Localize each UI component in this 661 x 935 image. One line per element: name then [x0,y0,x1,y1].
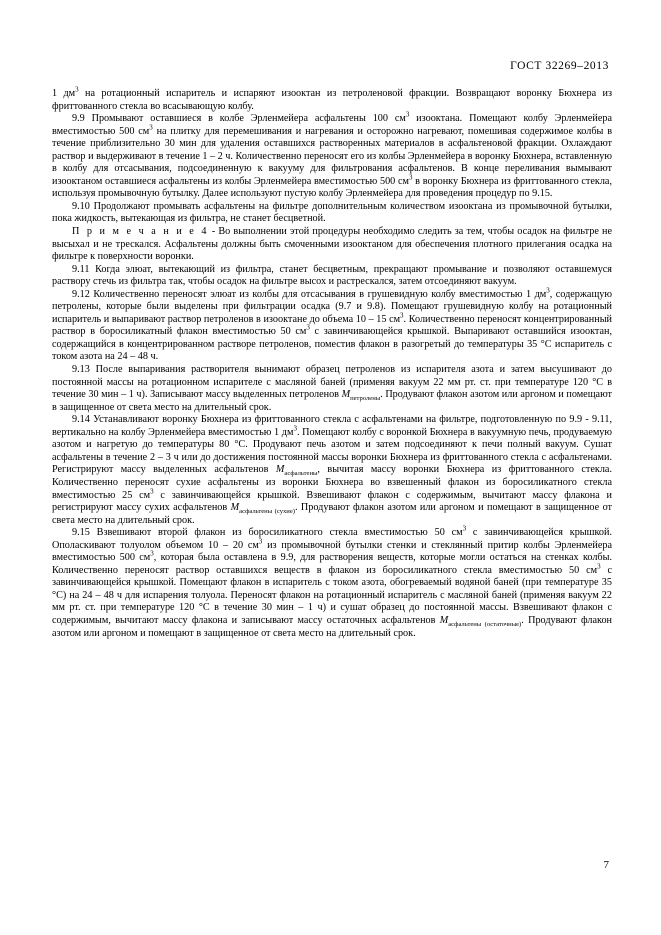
paragraph-9-13: 9.13 После выпаривания растворителя вынимают образец петроленов из испарителя азота и затем высушивают до постоянной массы на ротационном испарителе с масляной баней (применяя вакуум 22 мм рт. ст. при температуре 120 °С в течение 30 мин – 1 ч). Записывают массу выделенных петроленов $M_{петролены}$. Продувают флакон азотом или аргоном и помещают в защищенное от света место на длительный срок. [52,364,612,413]
document-body [52,85,613,640]
note-4: П р и м е ч а н и е 4 - Во выполнении этой процедуры необходимо следить за тем, чтобы осадок на фильтре не высыхал и не трескался. Асфальтены должны быть смоченными изооктаном для обеспечения плотного прилегания осадка на фильтре к поверхности воронки. [52,226,612,263]
paragraph-9-10: 9.10 Продолжают промывать асфальтены на фильтре дополнительным количеством изооктана из промывочной бутылки, пока жидкость, вытекающая из фильтра, не станет бесцветной. [52,200,612,225]
page-number: 7 [603,859,609,871]
paragraph-9-11: 9.11 Когда элюат, вытекающий из фильтра, станет бесцветным, прекращают промывание и позволяют оставшемуся раствору стечь из фильтра так, чтобы осадок на фильтре высох и растрескался, затем отсоединяют вакуум. [52,263,612,288]
paragraph-9-9: 9.9 Промывают оставшиеся в колбе Эрленмейера асфальтены 100 $см^3$ изооктана. Помещают колбу Эрленмейера вместимостью 500 $см^3$ на плитку для перемешивания и нагревания и осторожно нагревают, помешивая содержимое колбы в течение приблизительно 30 мин для удаления оставшихся растворенных материалов в асфальтеновой фракции. Охлаждают раствор и выдерживают в течение 1 – 2 ч. Количественно переносят его из колбы Эрленмейера в воронку Бюхнера, вставленную в колбу для отсасывания, подсоединенную к вакууму для фильтрования асфальтенов. В конце переливания вымывают изооктаном оставшиеся асфальтены из колбы Эрленмейера вместимостью 500 $см^3$ в воронку Бюхнера из фриттованного стекла, используя промывочную бутылку. Далее используют пустую колбу Эрленмейера для проведения процедур по 9.15. [52,110,613,200]
paragraph-9-14: 9.14 Устанавливают воронку Бюхнера из фриттованного стекла с асфальтенами на фильтре, подготовленную по 9.9 - 9.11, вертикально на колбу Эрленмейера вместимостью 1 $дм^3$. Помещают колбу с воронкой Бюхнера в вакуумную печь, продуваемую азотом и нагретую до температуры 80 °С. Продувают печь азотом и затем подсоединяют к печи полный вакуум. Сушат асфальтены в течение 2 – 3 ч или до достижения постоянной массы воронки Бюхнера из фриттованного стекла с асфальтенами. Регистрируют массу выделенных асфальтенов $M_{асфальтены}$, вычитая массу воронки Бюхнера из фриттованного стекла. Количественно переносят сухие асфальтены из воронки Бюхнера во взвешенный флакон из боросиликатного стекла вместимостью 25 $см^3$ с завинчивающейся крышкой. Взвешивают флакон с содержимым, вычитают массу флакона и регистрируют массу сухих асфальтенов $M_{асфальтены (сухие)}$. Продувают флакон азотом или аргоном и помещают в защищенное от света место на длительный срок. [52,414,612,526]
paragraph-9-12: 9.12 Количественно переносят элюат из колбы для отсасывания в грушевидную колбу вместимостью 1 $дм^3$, содержащую петролены, которые были выделены при фильтрации осадка (9.7 и 9.8). Помещают грушевидную колбу на ротационный испаритель и выпаривают раствор петроленов в изооктане до объема 10 – 15 $см^3$. Количественно переносят концентрированный раствор в боросиликатный флакон вместимостью 50 $см^3$ с завинчивающейся крышкой. Выпаривают оставшийся изооктан, содержащийся в концентрированном растворе петроленов, поместив флакон в разогретый до температуры 35 °С испаритель с током азота на 24 – 48 ч. [52,286,613,363]
page-header-standard-title: ГОСТ 32269–2013 [510,60,609,72]
paragraph-9-15: 9.15 Взвешивают второй флакон из боросиликатного стекла вместимостью 50 $см^3$ с завинчивающейся крышкой. Ополаскивают толуолом объемом 10 – 20 $см^3$ из промывочной бутылки стенки и стеклянный притир колбы Эрленмейера вместимостью 500 $см^3$, которая была оставлена в 9.9, для растворения веществ, которые могли остаться на стенках колбы. Количественно переносят раствор оставшихся веществ в флакон из боросиликатного стекла вместимостью 50 $см^3$ с завинчивающейся крышкой. Помещают флакон в испаритель с током азота, обогреваемый водяной баней (при температуре 35 °С) на 24 – 48 ч для испарения толуола. Переносят флакон на ротационный испаритель с масляной баней (применяя вакуум 22 мм рт. ст. при температуре 120 °С в течение 30 мин – 1 ч) и сушат образец до постоянной массы. Взвешивают флакон с содержимым, вычитают массу флакона и записывают массу остаточных асфальтенов $M_{асфальтены (остаточные)}$. Продувают флакон азотом или аргоном и помещают в защищенное от света место на длительный срок. [52,524,612,639]
paragraph-continuation: 1 $дм^3$ на ротационный испаритель и испаряют изооктан из петроленовой фракции. Возвращают воронку Бюхнера из фриттованного стекла во всасывающую колбу. [52,85,612,112]
